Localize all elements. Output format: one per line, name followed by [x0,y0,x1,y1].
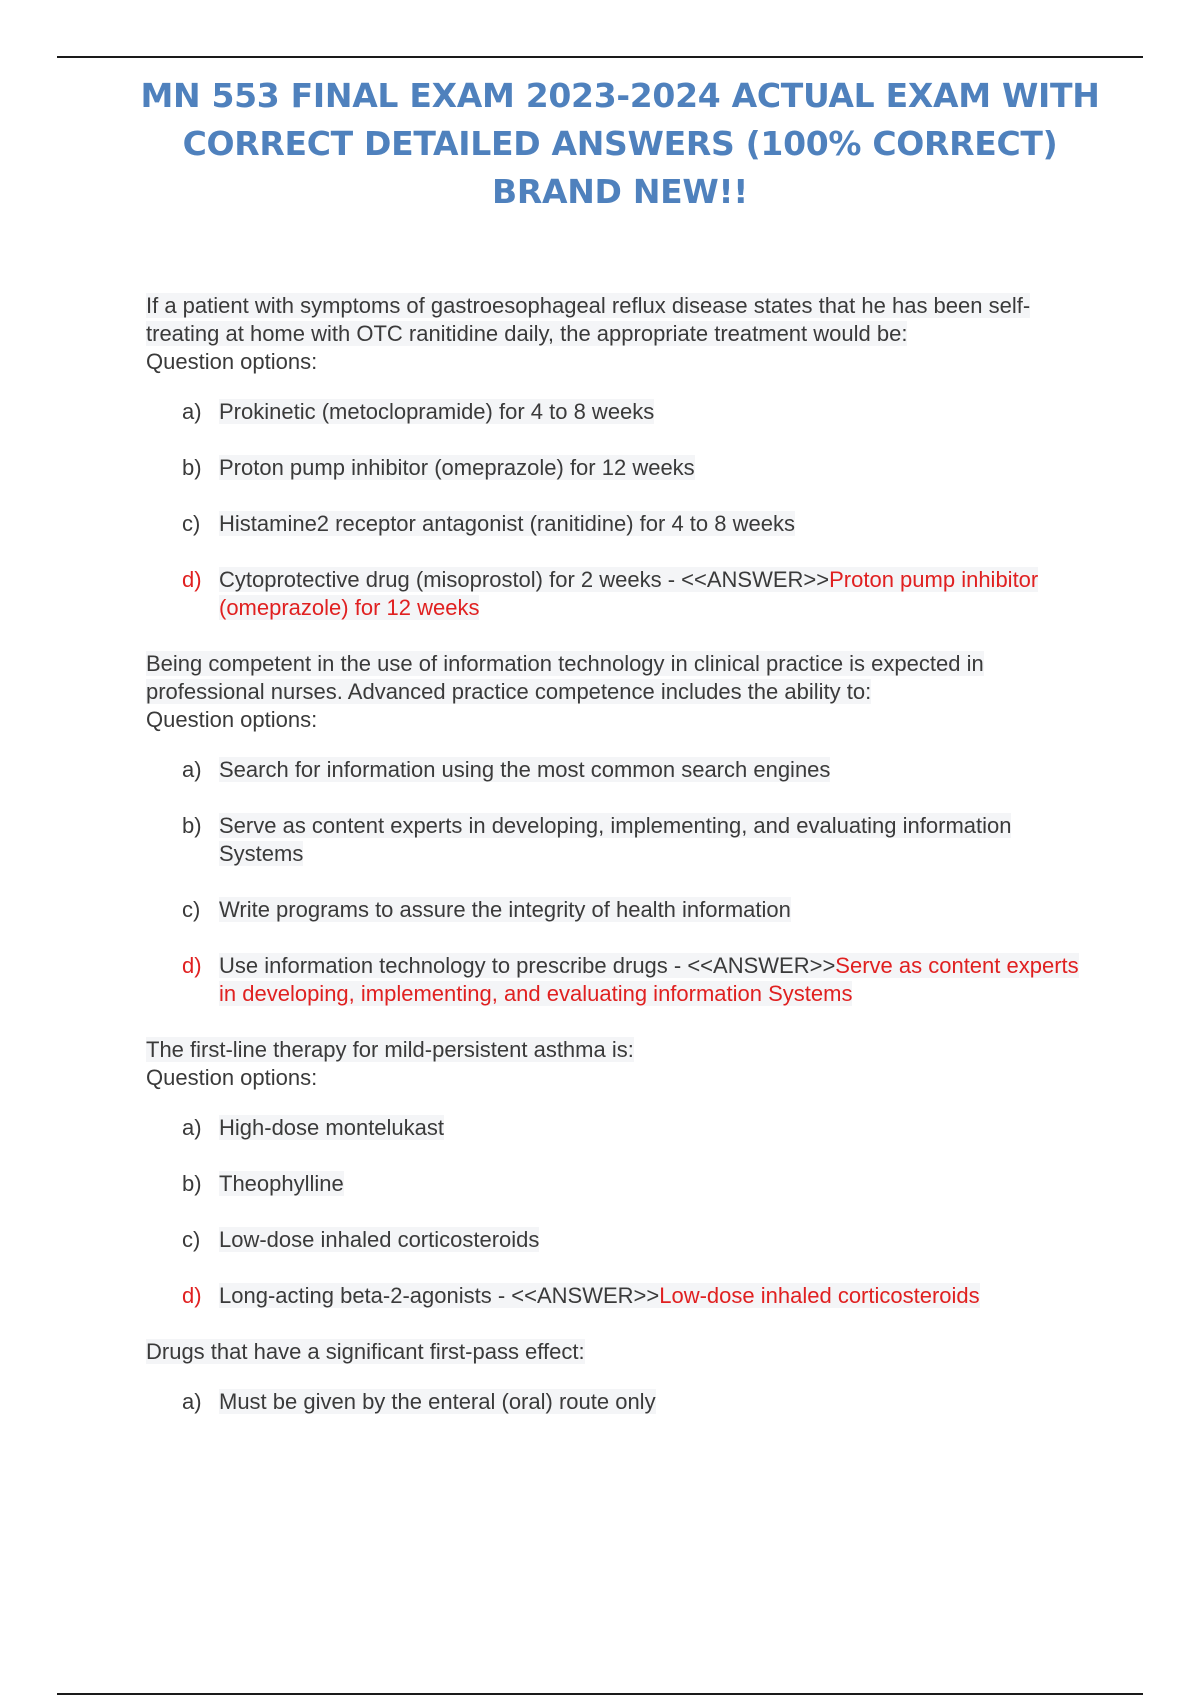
option-letter: d) [182,1283,202,1308]
option-text: Proton pump inhibitor (omeprazole) for 12 weeks [219,455,695,480]
option-letter: c) [182,897,201,922]
option-letter: b) [182,813,202,838]
option-item-answer [146,952,1086,1008]
option-letter: c) [182,1227,201,1252]
question-stem: Being competent in the use of information technology in clinical practice is expected in professional nurses. Advanced practice competence includes the ability to: [146,651,984,704]
option-item [146,1226,1086,1254]
option-item [146,896,1086,924]
question-options-label: Question options: [146,707,318,732]
option-item [146,510,1086,538]
options-list [146,1388,1086,1416]
option-letter: a) [182,757,202,782]
option-text: Prokinetic (metoclopramide) for 4 to 8 weeks [219,399,655,424]
option-text: Cytoprotective drug (misoprostol) for 2 weeks - <<ANSWER>> [219,567,830,592]
option-letter: b) [182,455,202,480]
bottom-rule [57,1693,1143,1695]
option-text: Use information technology to prescribe drugs - <<ANSWER>> [219,953,836,978]
correct-answer: Serve as content experts in developing, implementing, and evaluating information Systems [219,953,1079,1006]
option-letter: a) [182,1389,202,1414]
option-item [146,398,1086,426]
option-letter: a) [182,399,202,424]
correct-answer: Proton pump inhibitor (omeprazole) for 12 weeks [219,567,1039,620]
top-rule [57,56,1143,58]
question-text [146,650,1086,734]
option-letter: d) [182,953,202,978]
option-letter: c) [182,511,201,536]
options-list [146,398,1086,622]
option-text: Histamine2 receptor antagonist (ranitidine) for 4 to 8 weeks [219,511,795,536]
question-block [146,650,1086,1008]
option-text: Serve as content experts in developing, implementing, and evaluating information Systems [219,813,1012,866]
question-stem: The first-line therapy for mild-persistent asthma is: [146,1037,634,1062]
question-block [146,292,1086,622]
question-block [146,1338,1086,1416]
document-body [146,292,1086,1444]
question-text [146,292,1086,376]
document-title: MN 553 FINAL EXAM 2023-2024 ACTUAL EXAM WITH CORRECT DETAILED ANSWERS (100% CORRECT) BRAND NEW!! [140,76,1100,211]
option-text: High-dose montelukast [219,1115,445,1140]
question-stem: If a patient with symptoms of gastroesophageal reflux disease states that he has been self-treating at home with OTC ranitidine daily, the appropriate treatment would be: [146,293,1031,346]
option-item [146,454,1086,482]
option-item-answer [146,1282,1086,1310]
option-item [146,1114,1086,1142]
option-item-answer [146,566,1086,622]
question-options-label: Question options: [146,349,318,374]
option-item [146,756,1086,784]
question-stem: Drugs that have a significant first-pass effect: [146,1339,585,1364]
option-text: Long-acting beta-2-agonists - <<ANSWER>> [219,1283,660,1308]
option-letter: a) [182,1115,202,1140]
option-text: Theophylline [219,1171,344,1196]
option-letter: d) [182,567,202,592]
options-list [146,1114,1086,1310]
question-block [146,1036,1086,1310]
question-options-label: Question options: [146,1065,318,1090]
option-text: Low-dose inhaled corticosteroids [219,1227,540,1252]
option-text: Must be given by the enteral (oral) route only [219,1389,656,1414]
options-list [146,756,1086,1008]
question-text [146,1338,1086,1366]
correct-answer: Low-dose inhaled corticosteroids [659,1283,980,1308]
option-item [146,1388,1086,1416]
option-item [146,1170,1086,1198]
option-text: Search for information using the most common search engines [219,757,831,782]
option-letter: b) [182,1171,202,1196]
option-item [146,812,1086,868]
question-text [146,1036,1086,1092]
option-text: Write programs to assure the integrity of health information [219,897,791,922]
